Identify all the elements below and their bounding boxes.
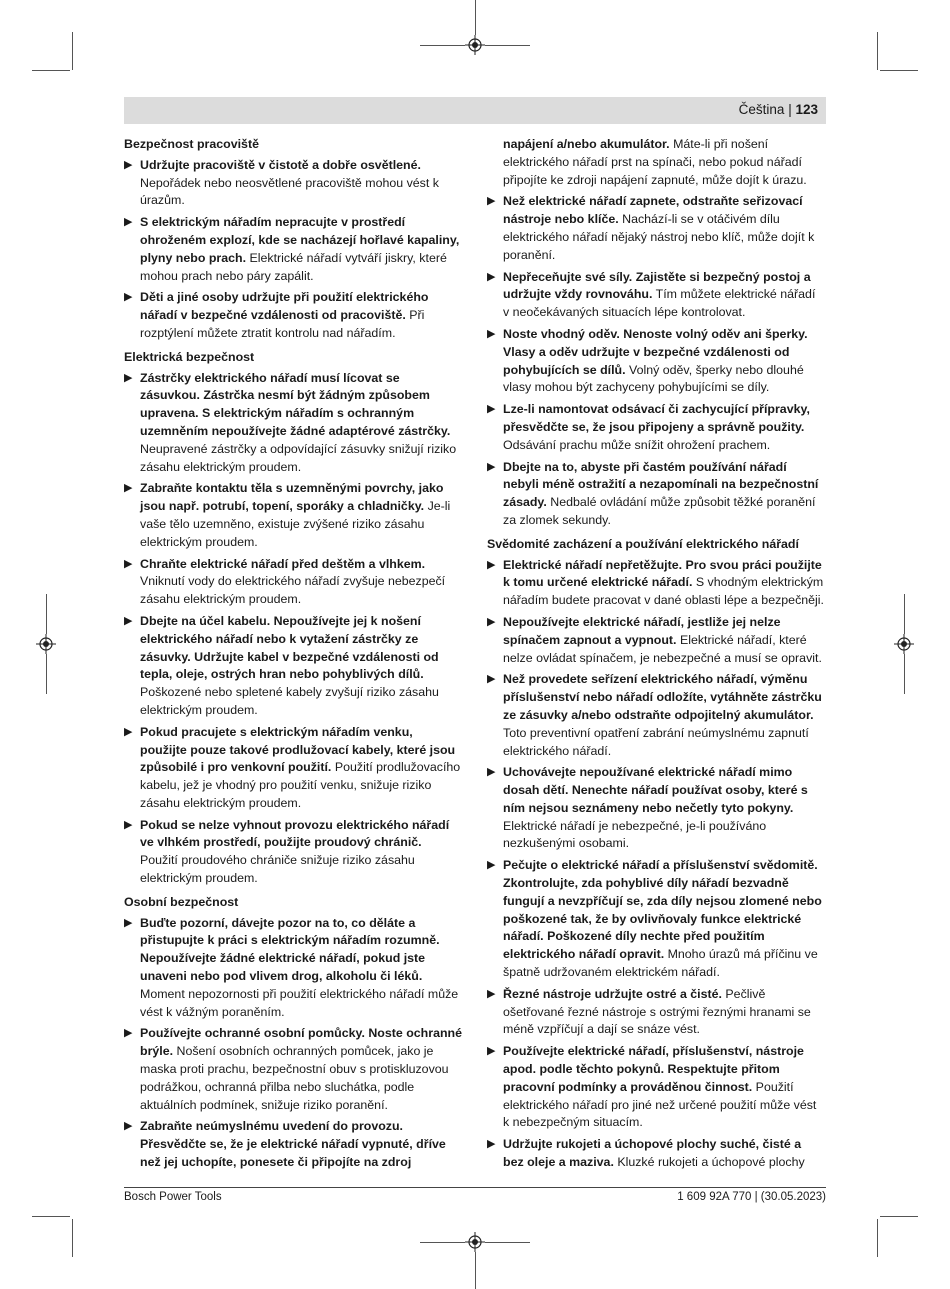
safety-instruction: Pečujte o elektrické nářadí a příslušenství svědomitě. Zkontrolujte, zda pohyblivé díly nářadí bezvadně fungují a nevzpříčují se, zda díly nejsou zlomené nebo poškozené tak, že by ovlivňovaly funkce elektrické nářadí. Poškozené díly nechte před použitím elektrického nářadí opravit. [503,858,822,962]
footer-brand: Bosch Power Tools [124,1191,222,1203]
registration-mark-icon [465,1232,485,1252]
registration-line [475,1252,476,1289]
bullet-arrow-icon: ▶ [124,725,133,738]
safety-explanation: Elektrické nářadí, které nelze ovládat spínačem, je nebezpečné a musí se opravit. [503,632,822,665]
registration-line [475,0,476,35]
crop-mark [32,70,70,71]
safety-instruction: Nepoužívejte elektrické nářadí, jestliže jej nelze spínačem zapnout a vypnout. [503,614,781,647]
right-column [487,136,825,1176]
safety-instruction: Zástrčky elektrického nářadí musí lícovat se zásuvkou. Zástrčka nesmí být žádným způsobem upravena. S elektrickým nářadím s ochranným uzemněním nepoužívejte žádné adaptérové zástrčky. [140,370,451,438]
bullet-arrow-icon: ▶ [124,1027,133,1040]
safety-instruction: Dbejte na účel kabelu. Nepoužívejte jej k nošení elektrického nářadí nebo k vytažení zástrčky ze zásuvky. Udržujte kabel v bezpečné vzdálenosti od tepla, oleje, ostrých hran nebo pohyblivých dílů. [140,613,439,682]
safety-item [487,193,825,264]
bullet-arrow-icon: ▶ [487,460,496,473]
safety-item [124,724,462,813]
crop-mark [72,32,73,70]
bullet-arrow-icon: ▶ [124,216,133,229]
safety-instruction: napájení a/nebo akumulátor. [503,137,670,151]
safety-instruction: Pokud pracujete s elektrickým nářadím venku, použijte pouze takové prodlužovací kabely, které jsou způsobilé i pro venkovní použití. [140,724,456,775]
safety-explanation: Použití elektrického nářadí pro jiné než určené použití může vést k nebezpečným situacím. [503,1079,817,1130]
safety-explanation: Poškozené nebo spletené kabely zvyšují riziko zásahu elektrickým proudem. [140,685,439,717]
safety-item-continuation [487,136,825,189]
safety-instruction: Pokud se nelze vyhnout provozu elektrického nářadí ve vlhkém prostředí, použijte proudový chránič. [140,817,450,850]
safety-explanation: Elektrické nářadí vytváří jiskry, které mohou prach nebo páry zapálit. [140,250,447,283]
safety-item [487,557,825,610]
registration-line [904,654,905,694]
crop-mark [877,1219,878,1257]
safety-item [487,614,825,667]
safety-explanation: Toto preventivní opatření zabrání neúmyslnému zapnutí elektrického nářadí. [503,725,809,758]
bullet-arrow-icon: ▶ [487,195,496,208]
safety-explanation: Nošení osobních ochranných pomůcek, jako je maska proti prachu, bezpečnostní obuv s protiskluzovou podrážkou, ochranná přilba nebo sluchátka, podle aktuálních podmínek, snižuje riziko poranění. [140,1044,449,1112]
safety-instruction: S elektrickým nářadím nepracujte v prostředí ohroženém explozí, kde se nacházejí hořlavé kapaliny, plyny nebo prach. [140,215,460,265]
safety-explanation: Nedbalé ovládání může způsobit těžké poranění za zlomek sekundy. [503,495,816,527]
safety-item [124,817,462,888]
safety-explanation: Pečlivě ošetřované řezné nástroje s ostrými řeznými hranami se méně vzpříčují a dají se snáze vést. [503,986,811,1037]
header-text [739,102,818,117]
safety-item [124,480,462,551]
safety-item [124,1025,462,1114]
safety-item [487,401,825,454]
bullet-arrow-icon: ▶ [487,403,496,416]
bullet-arrow-icon: ▶ [124,291,133,304]
crop-mark [32,1216,70,1217]
safety-instruction: Řezné nástroje udržujte ostré a čisté. [503,986,722,1001]
bullet-arrow-icon: ▶ [487,1138,496,1151]
bullet-arrow-icon: ▶ [124,371,133,384]
safety-explanation: Neupravené zástrčky a odpovídající zásuvky snižují riziko zásahu elektrickým proudem. [140,441,457,474]
safety-item [124,915,462,1022]
footer-doc-number: 1 609 92A 770 | (30.05.2023) [677,1191,826,1203]
registration-line [904,594,905,634]
safety-instruction: Uchovávejte nepoužívané elektrické nářadí mimo dosah dětí. Nenechte nářadí používat osoby, které s ním nejsou seznámeny nebo nečetly tyto pokyny. [503,765,808,815]
registration-line [485,1242,530,1243]
safety-instruction: Než elektrické nářadí zapnete, odstraňte seřizovací nástroje nebo klíče. [503,194,803,227]
safety-item [487,1136,825,1172]
bullet-arrow-icon: ▶ [487,327,496,340]
safety-explanation: Nachází-li se v otáčivém dílu elektrického nářadí nějaký nástroj nebo klíč, může dojít k poranění. [503,212,815,262]
section-heading: Osobní bezpečnost [124,894,239,909]
bullet-arrow-icon: ▶ [487,859,496,872]
bullet-arrow-icon: ▶ [124,916,133,929]
bullet-arrow-icon: ▶ [487,270,496,283]
bullet-arrow-icon: ▶ [124,818,133,831]
registration-mark-icon [465,35,485,55]
bullet-arrow-icon: ▶ [124,1120,133,1133]
safety-instruction: Noste vhodný oděv. Nenoste volný oděv ani šperky. Vlasy a oděv udržujte v bezpečné vzdálenosti od pohybujících se dílů. [503,326,808,377]
bullet-arrow-icon: ▶ [124,482,133,495]
safety-instruction: Udržujte rukojeti a úchopové plochy suché, čisté a bez oleje a maziva. [503,1137,802,1170]
registration-line [485,45,530,46]
safety-explanation: Elektrické nářadí je nebezpečné, je-li používáno nezkušenými osobami. [503,818,767,851]
safety-item [124,214,462,285]
registration-line [420,45,465,46]
safety-instruction: Chraňte elektrické nářadí před deštěm a vlhkem. [140,556,426,571]
page-number: 123 [795,102,818,117]
safety-explanation: Použití proudového chrániče snižuje riziko zásahu elektrickým proudem. [140,853,415,886]
bullet-arrow-icon: ▶ [124,557,133,570]
bullet-arrow-icon: ▶ [487,615,496,628]
safety-item [487,857,825,982]
safety-item [487,326,825,397]
crop-mark [880,1216,918,1217]
bullet-arrow-icon: ▶ [487,673,496,686]
safety-item [124,289,462,342]
safety-instruction: Lze-li namontovat odsávací či zachycující přípravky, přesvědčte se, že jsou připojeny a správně použity. [503,402,810,434]
safety-explanation: Použití prodlužovacího kabelu, jež je vhodný pro použití venku, snižuje riziko zásahu elektrickým proudem. [140,760,461,810]
bullet-arrow-icon: ▶ [124,158,133,171]
safety-instruction: Zabraňte neúmyslnému uvedení do provozu. Přesvědčte se, že je elektrické nářadí vypnuté, dříve než jej uchopíte, ponesete či připojíte na zdroj [140,1119,446,1170]
safety-item [487,1043,825,1132]
crop-mark [880,70,918,71]
safety-explanation: Odsávání prachu může snížit ohrožení prachem. [503,437,771,452]
safety-instruction: Buďte pozorní, dávejte pozor na to, co děláte a přistupujte k práci s elektrickým nářadím rozumně. Nepoužívejte žádné elektrické nářadí, pokud jste unaveni nebo pod vlivem drog, alkoholu či léků. [140,915,440,984]
safety-item [487,764,825,853]
safety-explanation: Kluzké rukojeti a úchopové plochy [613,1155,805,1170]
safety-explanation: Volný oděv, šperky nebo dlouhé vlasy mohou být zachyceny pohybujícími se díly. [503,362,804,395]
safety-explanation: Vniknutí vody do elektrického nářadí zvyšuje nebezpečí zásahu elektrickým proudem. [140,574,446,607]
safety-instruction: Dbejte na to, abyste při častém používání nářadí nebyli méně ostražití a nezapomínali na bezpečnostní zásady. [503,459,819,510]
safety-instruction: Nepřeceňujte své síly. Zajistěte si bezpečný postoj a udržujte vždy rovnováhu. [503,269,811,302]
safety-explanation: S vhodným elektrickým nářadím budete pracovat v dané oblasti lépe a bezpečněji. [503,575,824,608]
safety-item [124,1118,462,1171]
section-heading: Bezpečnost pracoviště [124,137,259,151]
bullet-arrow-icon: ▶ [487,1045,496,1058]
safety-item [124,613,462,720]
bullet-arrow-icon: ▶ [487,558,496,571]
registration-line [420,1242,465,1243]
page-header [124,97,826,124]
header-language: Čeština [738,102,785,117]
safety-explanation: Je-li vaše tělo uzemněno, existuje zvýšené riziko zásahu elektrickým proudem. [140,499,451,549]
header-separator: | [788,102,792,117]
safety-item [124,370,462,477]
safety-explanation: Tím můžete elektrické nářadí v neočekávaných situacích lépe kontrolovat. [503,287,816,320]
section-heading: Svědomité zacházení a používání elektrického nářadí [487,536,799,551]
safety-instruction: Děti a jiné osoby udržujte při použití elektrického nářadí v bezpečné vzdálenosti od pracoviště. [140,290,429,323]
section-heading: Elektrická bezpečnost [124,349,255,364]
footer-rule [124,1187,826,1188]
safety-instruction: Elektrické nářadí nepřetěžujte. Pro svou práci použijte k tomu určené elektrické nářadí. [503,557,822,590]
bullet-arrow-icon: ▶ [487,766,496,779]
crop-mark [877,32,878,70]
registration-line [46,654,47,694]
bullet-arrow-icon: ▶ [487,987,496,1000]
safety-instruction: Zabraňte kontaktu těla s uzemněnými povrchy, jako jsou např. potrubí, topení, sporáky a chladničky. [140,481,444,514]
safety-item [124,157,462,210]
registration-line [46,594,47,634]
bullet-arrow-icon: ▶ [124,614,133,627]
safety-instruction: Používejte elektrické nářadí, příslušenství, nástroje apod. podle těchto pokynů. Respektujte přitom pracovní podmínky a prováděnou činnost. [503,1044,804,1094]
safety-item [487,986,825,1039]
safety-item [487,459,825,530]
safety-instruction: Používejte ochranné osobní pomůcky. Noste ochranné brýle. [140,1026,462,1059]
safety-item [124,556,462,609]
crop-mark [72,1219,73,1257]
safety-explanation: Moment nepozornosti při použití elektrického nářadí může vést k vážným poraněním. [140,986,459,1019]
safety-explanation: Máte-li při nošení elektrického nářadí prst na spínači, nebo pokud nářadí připojíte ke zdroji napájení zapnuté, může dojít k úrazu. [503,137,807,187]
left-column [124,136,462,1176]
safety-item [487,671,825,760]
registration-mark-icon [36,634,56,654]
safety-explanation: Mnoho úrazů má příčinu ve špatně udržovaném elektrickém nářadí. [503,947,818,980]
safety-explanation: Při rozptýlení můžete ztratit kontrolu nad nářadím. [140,308,425,340]
safety-instruction: Než provedete seřízení elektrického nářadí, výměnu příslušenství nebo nářadí odložíte, vytáhněte zástrčku ze zásuvky a/nebo odstraňte odpojitelný akumulátor. [503,672,822,722]
safety-item [487,269,825,322]
safety-explanation: Nepořádek nebo neosvětlené pracoviště mohou vést k úrazům. [140,175,439,208]
registration-mark-icon [894,634,914,654]
safety-instruction: Udržujte pracoviště v čistotě a dobře osvětlené. [140,157,421,172]
